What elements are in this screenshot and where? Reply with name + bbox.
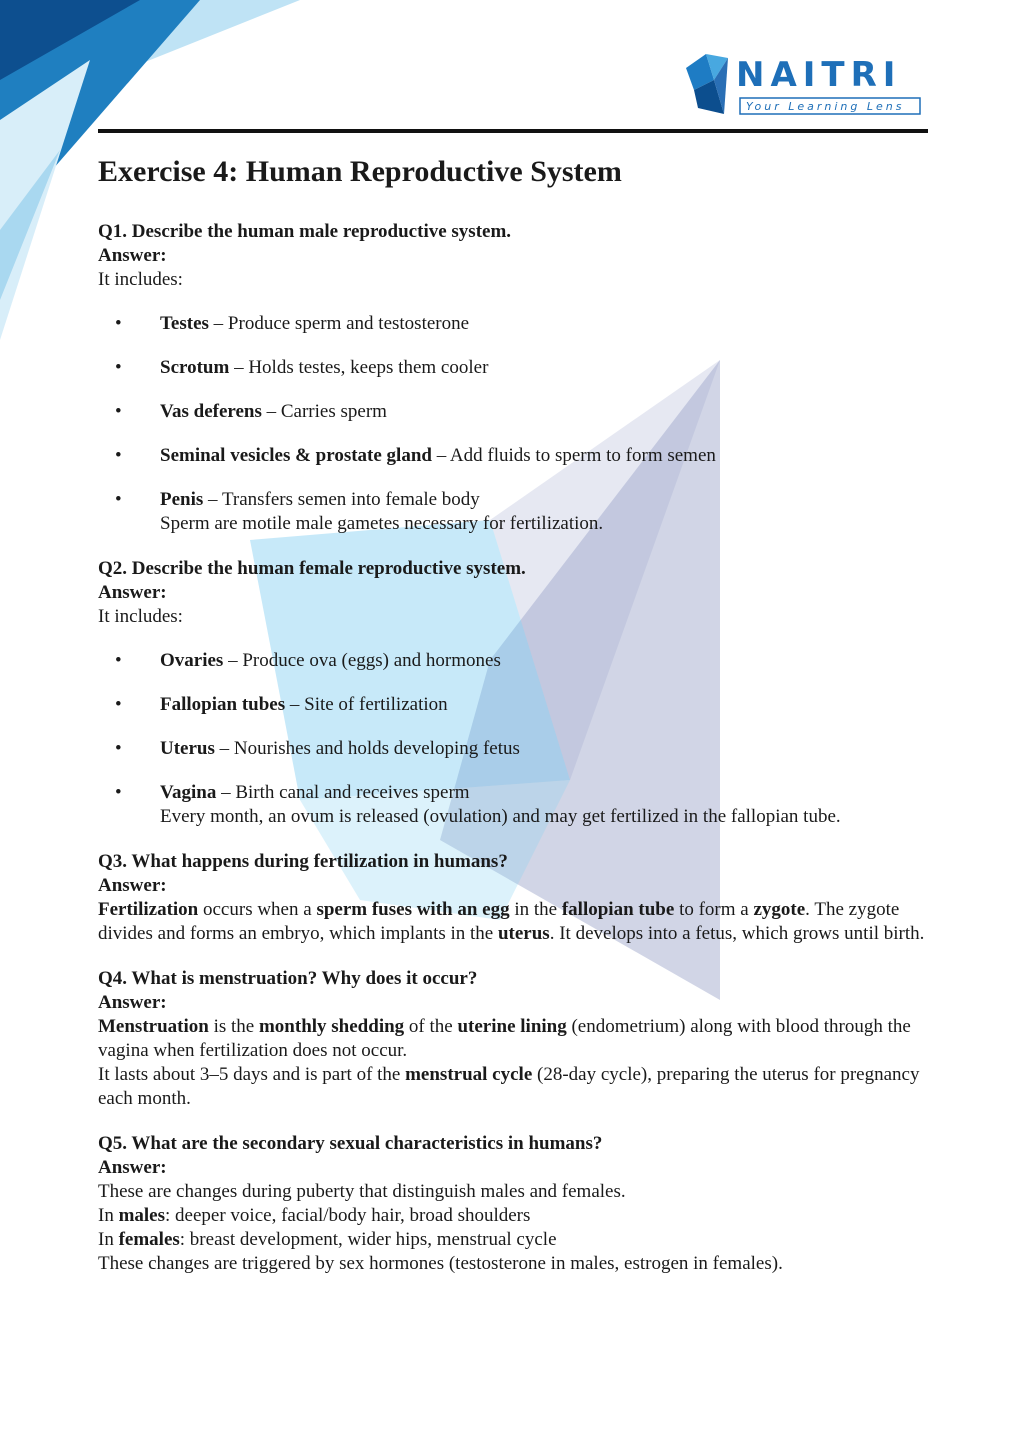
bullet-list	[98, 649, 928, 829]
item-term: Scrotum	[160, 357, 230, 378]
item-desc: – Produce ova (eggs) and hormones	[223, 650, 501, 671]
question-4	[98, 967, 928, 1111]
list-item	[98, 649, 928, 673]
item-term: Testes	[160, 313, 209, 334]
item-desc: – Transfers semen into female body	[203, 489, 480, 510]
text-run: : breast development, wider hips, menstrual cycle	[179, 1229, 557, 1250]
item-note: Every month, an ovum is released (ovulation) and may get fertilized in the fallopian tube.	[160, 806, 841, 827]
bold-term: sperm fuses with an egg	[316, 899, 510, 920]
bullet-icon: •	[115, 357, 122, 378]
question-5	[98, 1132, 928, 1276]
item-desc: – Nourishes and holds developing fetus	[214, 738, 520, 759]
text-run: (28-day cycle), preparing the uterus for pregnancy each month.	[98, 1064, 920, 1109]
text-run: occurs when a	[198, 899, 317, 920]
answer-label: Answer:	[98, 992, 167, 1013]
item-desc: – Birth canal and receives sperm	[216, 782, 470, 803]
list-item	[98, 781, 928, 829]
item-term: Ovaries	[160, 650, 224, 671]
question-text: Q1. Describe the human male reproductive system.	[98, 221, 512, 242]
list-item	[98, 737, 928, 761]
text-run: (endometrium) along with blood through the vagina when fertilization does not occur.	[98, 1016, 911, 1061]
bullet-icon: •	[115, 650, 122, 671]
bold-term: Fertilization	[98, 899, 199, 920]
text-run: in the	[509, 899, 562, 920]
intro-text: It includes:	[98, 269, 183, 290]
answer-paragraph	[98, 1063, 928, 1111]
item-desc: – Holds testes, keeps them cooler	[229, 357, 489, 378]
intro-text: It includes:	[98, 606, 183, 627]
document-body	[98, 150, 928, 1297]
item-term: Vas deferens	[160, 401, 262, 422]
question-3	[98, 850, 928, 946]
question-1	[98, 220, 928, 536]
answer-label: Answer:	[98, 582, 167, 603]
list-item	[98, 356, 928, 380]
text-run: is the	[208, 1016, 259, 1037]
header-rule	[98, 129, 928, 133]
item-desc: – Site of fertilization	[285, 694, 448, 715]
item-term: Fallopian tubes	[160, 694, 286, 715]
bold-term: menstrual cycle	[405, 1064, 533, 1085]
item-term: Vagina	[160, 782, 217, 803]
bullet-icon: •	[115, 313, 122, 334]
answer-paragraph	[98, 1228, 928, 1252]
answer-paragraph: These changes are triggered by sex hormones (testosterone in males, estrogen in females).	[98, 1253, 783, 1274]
naitri-logo	[684, 50, 930, 120]
bold-term: males	[118, 1205, 166, 1226]
bullet-icon: •	[115, 738, 122, 759]
bold-term: monthly shedding	[258, 1016, 405, 1037]
text-run: In	[98, 1205, 119, 1226]
text-run: It lasts about 3–5 days and is part of the	[98, 1064, 406, 1085]
bullet-icon: •	[115, 489, 122, 510]
text-run: : deeper voice, facial/body hair, broad shoulders	[165, 1205, 531, 1226]
question-text: Q2. Describe the human female reproductive system.	[98, 558, 526, 579]
answer-label: Answer:	[98, 245, 167, 266]
bold-term: uterine lining	[457, 1016, 567, 1037]
list-item	[98, 312, 928, 336]
item-desc: – Add fluids to sperm to form semen	[431, 445, 716, 466]
bullet-icon: •	[115, 694, 122, 715]
question-text: Q5. What are the secondary sexual characteristics in humans?	[98, 1133, 603, 1154]
list-item	[98, 444, 928, 468]
page-title: Exercise 4: Human Reproductive System	[98, 155, 622, 188]
item-desc: – Carries sperm	[261, 401, 387, 422]
answer-paragraph	[98, 1204, 928, 1228]
text-run: of the	[404, 1016, 458, 1037]
item-desc: – Produce sperm and testosterone	[208, 313, 470, 334]
text-run: .	[805, 899, 810, 920]
answer-paragraph	[98, 1015, 928, 1063]
logo-name: NAITRI	[736, 55, 902, 95]
item-term: Uterus	[160, 738, 215, 759]
bullet-list	[98, 312, 928, 536]
bold-term: uterus	[497, 923, 550, 944]
list-item	[98, 400, 928, 424]
bullet-icon: •	[115, 401, 122, 422]
text-run: . It develops into a fetus, which grows until birth.	[549, 923, 925, 944]
item-term: Seminal vesicles & prostate gland	[160, 445, 432, 466]
list-item	[98, 488, 928, 536]
question-text: Q4. What is menstruation? Why does it occur?	[98, 968, 478, 989]
bold-term: Menstruation	[98, 1016, 209, 1037]
bullet-icon: •	[115, 782, 122, 803]
logo-tagline: Your Learning Lens	[746, 100, 905, 113]
answer-label: Answer:	[98, 1157, 167, 1178]
bullet-icon: •	[115, 445, 122, 466]
list-item	[98, 693, 928, 717]
item-note: Sperm are motile male gametes necessary for fertilization.	[160, 513, 604, 534]
item-term: Penis	[160, 489, 204, 510]
text-run: The zygote divides and forms an embryo, which implants in the	[98, 899, 900, 944]
answer-label: Answer:	[98, 875, 167, 896]
bold-term: zygote	[753, 899, 806, 920]
question-2	[98, 557, 928, 829]
answer-paragraph	[98, 898, 928, 946]
bold-term: females	[118, 1229, 180, 1250]
question-text: Q3. What happens during fertilization in humans?	[98, 851, 508, 872]
bold-term: fallopian tube	[561, 899, 675, 920]
text-run: to form a	[674, 899, 754, 920]
text-run: In	[98, 1229, 119, 1250]
answer-paragraph: These are changes during puberty that distinguish males and females.	[98, 1181, 626, 1202]
